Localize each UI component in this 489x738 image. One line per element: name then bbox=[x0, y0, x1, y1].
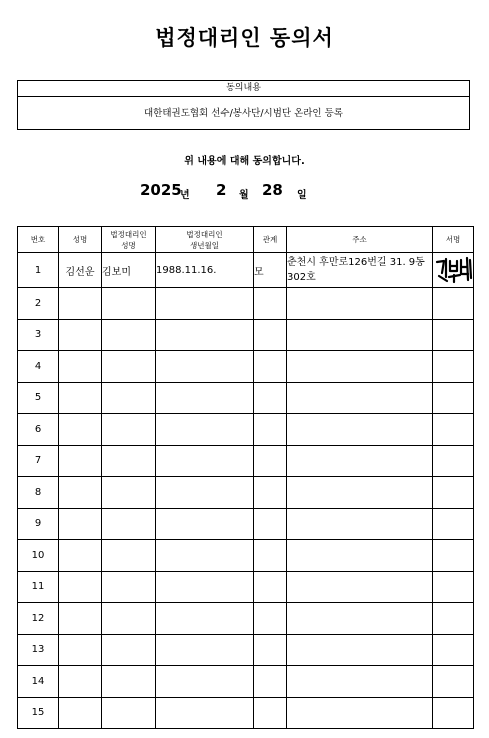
header-no: 번호 bbox=[18, 227, 59, 253]
cell-signature bbox=[433, 414, 474, 446]
cell-guardian-name bbox=[102, 319, 156, 351]
cell-name bbox=[59, 319, 102, 351]
cell-relation bbox=[254, 508, 287, 540]
date-month-unit: 월 bbox=[239, 190, 249, 201]
cell-guardian-birth bbox=[156, 288, 254, 320]
cell-relation bbox=[254, 477, 287, 509]
cell-guardian-name bbox=[102, 445, 156, 477]
cell-signature bbox=[433, 351, 474, 383]
cell-no: 6 bbox=[18, 414, 59, 446]
cell-name bbox=[59, 351, 102, 383]
agreement-statement: 위 내용에 대해 동의합니다. bbox=[184, 156, 305, 167]
cell-address bbox=[287, 508, 433, 540]
cell-guardian-name bbox=[102, 288, 156, 320]
cell-address bbox=[287, 445, 433, 477]
cell-guardian-birth bbox=[156, 445, 254, 477]
cell-guardian-birth bbox=[156, 319, 254, 351]
header-guardian-name bbox=[102, 227, 156, 253]
table-row bbox=[18, 253, 474, 288]
cell-guardian-birth bbox=[156, 697, 254, 729]
cell-guardian-birth bbox=[156, 571, 254, 603]
cell-guardian-name bbox=[102, 666, 156, 698]
date-year-unit: 년 bbox=[180, 190, 190, 201]
cell-guardian-name bbox=[102, 351, 156, 383]
cell-guardian-birth bbox=[156, 666, 254, 698]
cell-signature bbox=[433, 571, 474, 603]
cell-name bbox=[59, 540, 102, 572]
cell-signature bbox=[433, 540, 474, 572]
header-guardian-birth-line1: 법정대리인 bbox=[186, 229, 223, 239]
cell-name bbox=[59, 603, 102, 635]
table-row bbox=[18, 571, 474, 603]
cell-signature bbox=[433, 603, 474, 635]
date-month: 2 bbox=[216, 181, 227, 199]
cell-name bbox=[59, 445, 102, 477]
cell-relation bbox=[254, 445, 287, 477]
cell-name bbox=[59, 571, 102, 603]
consent-box-header: 동의내용 bbox=[18, 81, 469, 97]
cell-signature bbox=[433, 477, 474, 509]
cell-signature bbox=[433, 508, 474, 540]
cell-no: 9 bbox=[18, 508, 59, 540]
date-day: 28 bbox=[262, 181, 283, 199]
cell-guardian-birth bbox=[156, 351, 254, 383]
cell-signature bbox=[433, 319, 474, 351]
cell-address bbox=[287, 634, 433, 666]
table-row bbox=[18, 508, 474, 540]
cell-no: 10 bbox=[18, 540, 59, 572]
cell-address bbox=[287, 540, 433, 572]
cell-relation bbox=[254, 697, 287, 729]
cell-name bbox=[59, 288, 102, 320]
cell-relation bbox=[254, 571, 287, 603]
cell-address bbox=[287, 288, 433, 320]
cell-guardian-birth bbox=[156, 382, 254, 414]
cell-signature bbox=[433, 288, 474, 320]
cell-guardian-name bbox=[102, 414, 156, 446]
header-guardian-name-line1: 법정대리인 bbox=[110, 229, 147, 239]
cell-address bbox=[287, 382, 433, 414]
cell-guardian-birth bbox=[156, 634, 254, 666]
cell-no: 1 bbox=[18, 253, 59, 288]
cell-guardian-birth bbox=[156, 508, 254, 540]
table-row bbox=[18, 540, 474, 572]
cell-guardian-birth bbox=[156, 540, 254, 572]
cell-guardian-name bbox=[102, 571, 156, 603]
date-year: 2025 bbox=[140, 181, 182, 199]
cell-name bbox=[59, 634, 102, 666]
cell-address bbox=[287, 414, 433, 446]
cell-address bbox=[287, 697, 433, 729]
header-signature: 서명 bbox=[433, 227, 474, 253]
table-row bbox=[18, 414, 474, 446]
table-row bbox=[18, 351, 474, 383]
cell-name: 김선운 bbox=[59, 253, 102, 288]
table-row bbox=[18, 603, 474, 635]
cell-relation bbox=[254, 634, 287, 666]
cell-name bbox=[59, 414, 102, 446]
header-address: 주소 bbox=[287, 227, 433, 253]
table-row bbox=[18, 697, 474, 729]
cell-relation bbox=[254, 288, 287, 320]
header-name: 성명 bbox=[59, 227, 102, 253]
cell-guardian-name bbox=[102, 540, 156, 572]
cell-relation bbox=[254, 666, 287, 698]
cell-signature bbox=[433, 666, 474, 698]
cell-guardian-name bbox=[102, 697, 156, 729]
cell-address bbox=[287, 603, 433, 635]
cell-signature bbox=[433, 697, 474, 729]
cell-address bbox=[287, 319, 433, 351]
cell-relation bbox=[254, 382, 287, 414]
header-guardian-birth-line2: 생년월일 bbox=[190, 240, 219, 250]
cell-address bbox=[287, 666, 433, 698]
table-row bbox=[18, 666, 474, 698]
cell-no: 4 bbox=[18, 351, 59, 383]
cell-name bbox=[59, 697, 102, 729]
cell-guardian-name bbox=[102, 603, 156, 635]
cell-no: 14 bbox=[18, 666, 59, 698]
cell-no: 7 bbox=[18, 445, 59, 477]
table-row bbox=[18, 382, 474, 414]
guardian-consent-table bbox=[17, 226, 474, 729]
cell-no: 11 bbox=[18, 571, 59, 603]
cell-guardian-name: 김보미 bbox=[102, 253, 156, 288]
cell-relation: 모 bbox=[254, 253, 287, 288]
cell-no: 2 bbox=[18, 288, 59, 320]
cell-guardian-name bbox=[102, 634, 156, 666]
cell-no: 15 bbox=[18, 697, 59, 729]
header-relation: 관계 bbox=[254, 227, 287, 253]
table-row bbox=[18, 288, 474, 320]
cell-relation bbox=[254, 603, 287, 635]
cell-no: 8 bbox=[18, 477, 59, 509]
cell-signature bbox=[433, 634, 474, 666]
cell-signature bbox=[433, 445, 474, 477]
table-row bbox=[18, 477, 474, 509]
cell-guardian-name bbox=[102, 477, 156, 509]
table-row bbox=[18, 445, 474, 477]
table-row bbox=[18, 319, 474, 351]
cell-signature bbox=[433, 382, 474, 414]
header-guardian-birth bbox=[156, 227, 254, 253]
cell-no: 5 bbox=[18, 382, 59, 414]
cell-no: 13 bbox=[18, 634, 59, 666]
cell-guardian-birth bbox=[156, 414, 254, 446]
cell-no: 3 bbox=[18, 319, 59, 351]
cell-address bbox=[287, 477, 433, 509]
cell-guardian-birth: 1988.11.16. bbox=[156, 253, 254, 288]
cell-relation bbox=[254, 319, 287, 351]
cell-name bbox=[59, 477, 102, 509]
consent-box-content: 대한태권도협회 선수/봉사단/시범단 온라인 등록 bbox=[143, 108, 343, 119]
header-guardian-name-line2: 성명 bbox=[121, 240, 136, 250]
cell-name bbox=[59, 508, 102, 540]
consent-content-box bbox=[17, 80, 470, 130]
cell-name bbox=[59, 666, 102, 698]
handwritten-signature bbox=[433, 253, 474, 284]
cell-address bbox=[287, 351, 433, 383]
cell-address bbox=[287, 571, 433, 603]
cell-signature bbox=[433, 253, 474, 288]
document-title: 법정대리인 동의서 bbox=[155, 26, 334, 50]
cell-guardian-name bbox=[102, 382, 156, 414]
table-header-row bbox=[18, 227, 474, 253]
cell-no: 12 bbox=[18, 603, 59, 635]
cell-name bbox=[59, 382, 102, 414]
table-row bbox=[18, 634, 474, 666]
cell-guardian-birth bbox=[156, 603, 254, 635]
cell-relation bbox=[254, 540, 287, 572]
cell-relation bbox=[254, 351, 287, 383]
date-day-unit: 일 bbox=[297, 190, 307, 201]
cell-relation bbox=[254, 414, 287, 446]
cell-address: 춘천시 후만로126번길 31. 9동302호 bbox=[287, 253, 433, 288]
cell-guardian-birth bbox=[156, 477, 254, 509]
cell-guardian-name bbox=[102, 508, 156, 540]
